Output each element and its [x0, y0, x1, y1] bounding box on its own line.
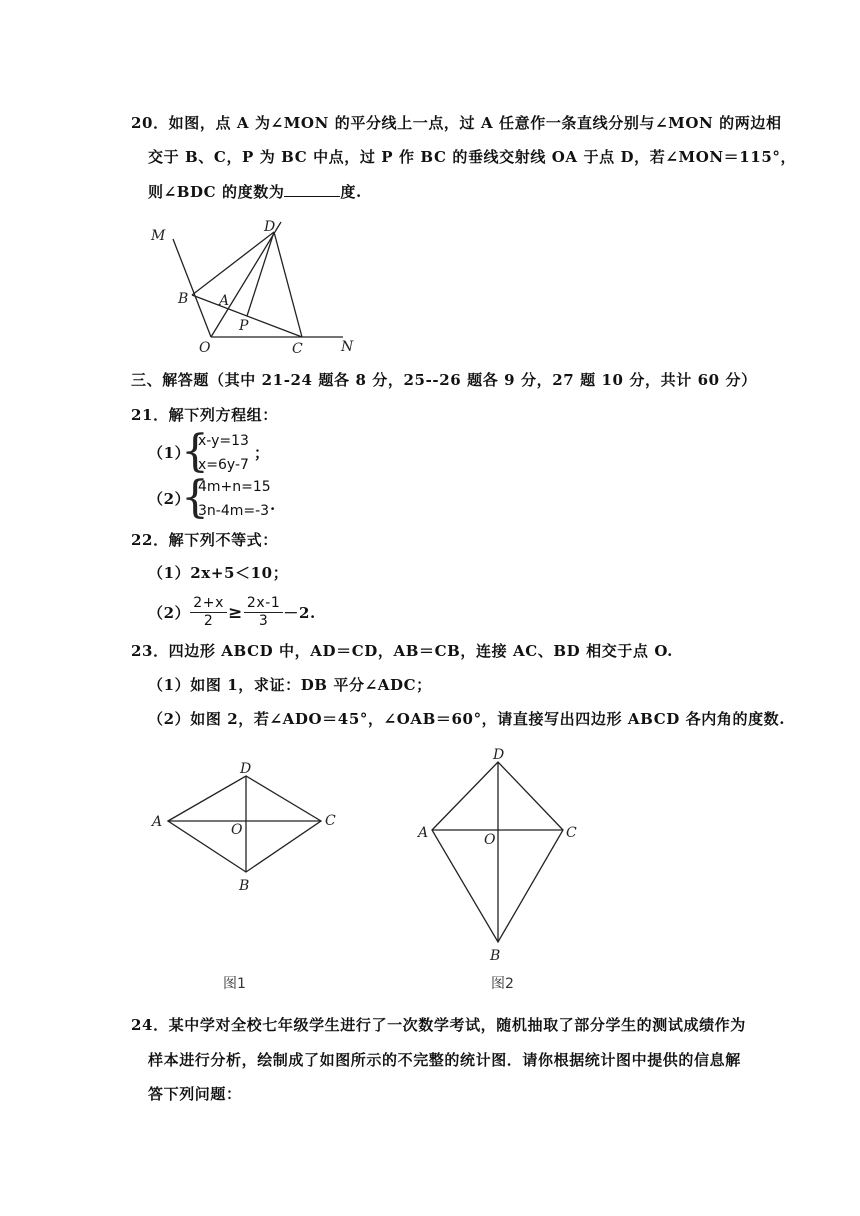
fig2-label-o: O: [484, 832, 496, 848]
label-o: O: [199, 340, 211, 356]
q20-line3-text: 则∠BDC 的度数为: [148, 183, 285, 201]
label-m: M: [151, 228, 166, 244]
q23-part2: （2）如图 2，若∠ADO＝45°，∠OAB＝60°，请直接写出四边形 ABCD 各内角的度数.: [148, 710, 786, 728]
q22-frac2-num: 2x-1: [244, 595, 284, 613]
fig1-quadrilateral: [168, 776, 321, 872]
q22-part2-label: （2）: [148, 603, 191, 622]
q22-fraction-2: [244, 595, 284, 630]
q21-title: 21．解下列方程组：: [131, 406, 278, 424]
q21-part1-eq2: x=6y-7: [198, 457, 249, 473]
label-c: C: [292, 341, 303, 357]
label-n: N: [341, 339, 354, 355]
q22-ge-sign: ≥: [227, 602, 243, 623]
q22-fraction-1: [190, 595, 227, 630]
q20-line1: 20．如图，点 A 为∠MON 的平分线上一点，过 A 任意作一条直线分别与∠MON 的两边相: [131, 114, 782, 132]
fig1-label-c: C: [325, 813, 336, 829]
q21-part2-label: （2）: [148, 490, 191, 508]
fig2-label-b: B: [490, 948, 501, 964]
q23-title: 23．四边形 ABCD 中，AD＝CD，AB＝CB，连接 AC、BD 相交于点 O.: [131, 642, 673, 660]
q20-line3-end: 度.: [340, 183, 362, 201]
q22-part2: [148, 595, 316, 630]
q21-part2-brace: {: [181, 472, 209, 523]
segment-dp: [247, 232, 274, 316]
label-p: P: [239, 318, 249, 334]
q24-line3: 答下列问题：: [148, 1085, 242, 1103]
q21-part2-eq1: 4m+n=15: [198, 479, 271, 495]
q22-frac2-den: 3: [258, 613, 269, 629]
q22-frac1-num: 2+x: [190, 595, 227, 613]
q22-part2-tail: －2.: [283, 603, 316, 622]
q22-title: 22．解下列不等式：: [131, 531, 278, 549]
q23-part1: （1）如图 1，求证：DB 平分∠ADC；: [148, 676, 432, 694]
fig1-label-d: D: [240, 761, 252, 777]
q24-line2: 样本进行分析，绘制成了如图所示的不完整的统计图．请你根据统计图中提供的信息解: [148, 1051, 741, 1069]
segment-bd: [192, 232, 274, 295]
q22-frac1-den: 2: [203, 613, 214, 629]
fig1-label-o: O: [231, 822, 243, 838]
fig2-label-d: D: [493, 747, 505, 763]
q20-line2: 交于 B、C，P 为 BC 中点，过 P 作 BC 的垂线交射线 OA 于点 D，若∠MON＝115°，: [148, 148, 797, 166]
label-d: D: [264, 219, 276, 235]
label-a: A: [219, 293, 230, 309]
fig1-caption: 图1: [223, 976, 246, 992]
label-b: B: [178, 291, 189, 307]
q21-part2-end: .: [270, 496, 276, 514]
ray-om: [173, 239, 211, 337]
q21-part1-brace: {: [181, 426, 209, 477]
fig1-label-b: B: [239, 878, 250, 894]
q22-part1: （1）2x+5＜10；: [148, 564, 289, 582]
section3-heading: 三、解答题（其中 21-24 题各 8 分，25--26 题各 9 分，27 题 10 分，共计 60 分）: [131, 371, 757, 389]
q21-part2-eq2: 3n-4m=-3: [198, 503, 270, 519]
fig2-quadrilateral: [432, 762, 563, 942]
fig2-label-c: C: [566, 825, 577, 841]
fig2-label-a: A: [418, 825, 429, 841]
segment-dc: [274, 232, 302, 337]
q21-part1-label: （1）: [148, 444, 191, 462]
q21-part1-eq1: x-y=13: [198, 433, 249, 449]
q24-line1: 24．某中学对全校七年级学生进行了一次数学考试，随机抽取了部分学生的测试成绩作为: [131, 1016, 746, 1034]
q21-part1-end: ；: [254, 444, 270, 462]
fig1-label-a: A: [152, 814, 163, 830]
fig2-caption: 图2: [491, 976, 514, 992]
